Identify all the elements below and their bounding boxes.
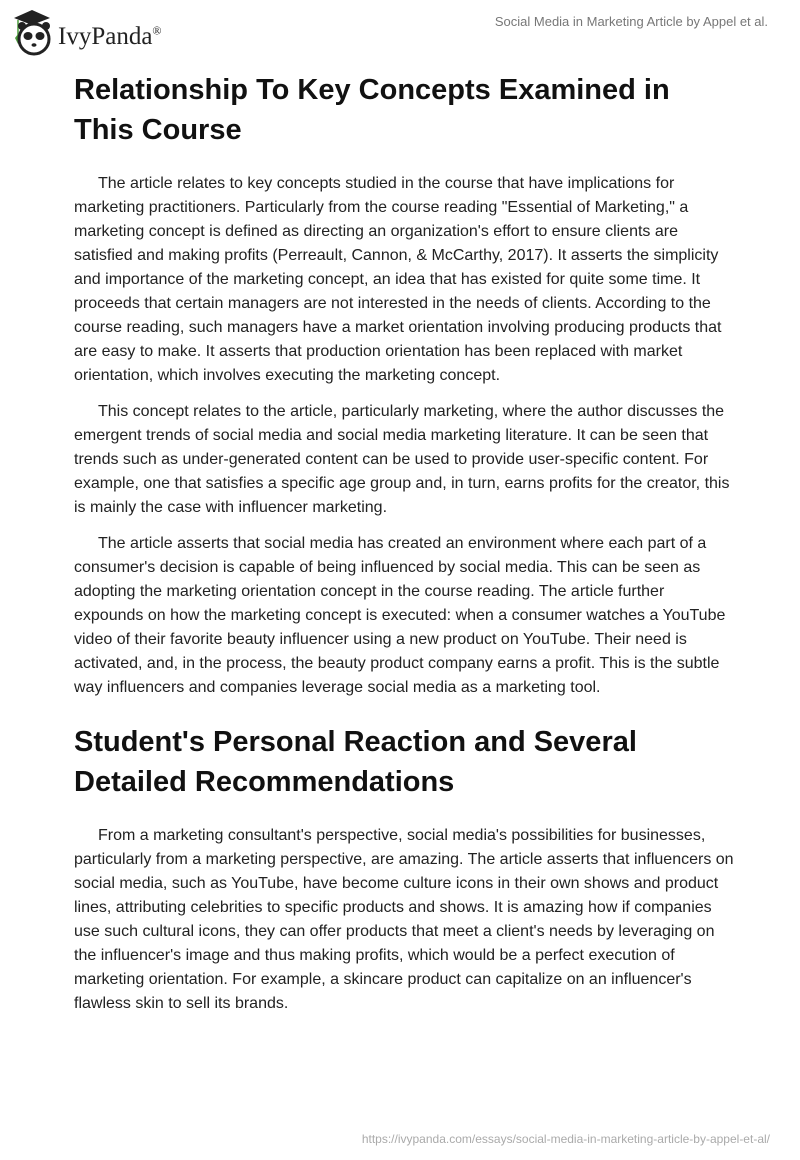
section-heading: Student's Personal Reaction and Several Detailed Recommendations — [74, 726, 637, 798]
paragraph: The article asserts that social media has created an environment where each part of a consumer's decision is capable of being influenced by social media. This can be seen as adopting the marketing orientation concept in the course reading. The article further expounds on how the marketing concept is executed: when a consumer watches a YouTube video of their favorite beauty influencer using a new product on YouTube. Their need is activated, and, in the process, the beauty product company earns a profit. This is the subtle way influencers and companies leverage social media as a marketing tool. — [74, 535, 726, 696]
ivypanda-logo[interactable] — [12, 8, 162, 56]
page-header — [0, 0, 800, 60]
section-heading: Relationship To Key Concepts Examined in This Course — [74, 74, 670, 146]
paragraph: From a marketing consultant's perspective, social media's possibilities for businesses, particularly from a marketing perspective, are amazing. The article asserts that influencers on social media, such as YouTube, have become culture icons in their own shows and product lines, attributing celebrities to specific products and shows. It is amazing how if companies use such cultural icons, they can offer products that meet a client's needs by leveraging on the influencer's image and thus making profits, which would be a perfect execution of marketing orientation. For example, a skincare product can capitalize on an influencer's flawless skin to sell its brands. — [74, 827, 734, 1012]
logo-text: IvyPanda® — [58, 23, 162, 50]
document-title: Social Media in Marketing Article by Appel et al. — [494, 14, 768, 29]
source-url[interactable]: https://ivypanda.com/essays/social-media-in-marketing-article-by-appel-et-al/ — [361, 1132, 770, 1146]
paragraph: This concept relates to the article, particularly marketing, where the author discusses the emergent trends of social media and social media marketing literature. It can be seen that trends such as under-generated content can be used to provide user-specific content. For example, one that satisfies a specific age group and, in turn, earns profits for the creator, this is mainly the case with influencer marketing. — [74, 403, 730, 516]
paragraph: The article relates to key concepts studied in the course that have implications for marketing practitioners. Particularly from the course reading "Essential of Marketing," a marketing concept is defined as directing an organization's effort to ensure clients are satisfied and making profits (Perreault, Cannon, & McCarthy, 2017). It asserts the simplicity and importance of the marketing concept, an idea that has existed for quite some time. It proceeds that certain managers are not interested in the needs of clients. According to the course reading, such managers have a market orientation involving producing products that are easy to make. It asserts that production orientation has been replaced with market orientation, which involves executing the marketing concept. — [74, 175, 722, 384]
article-body — [74, 70, 736, 1028]
panda-logo-icon — [12, 8, 52, 56]
